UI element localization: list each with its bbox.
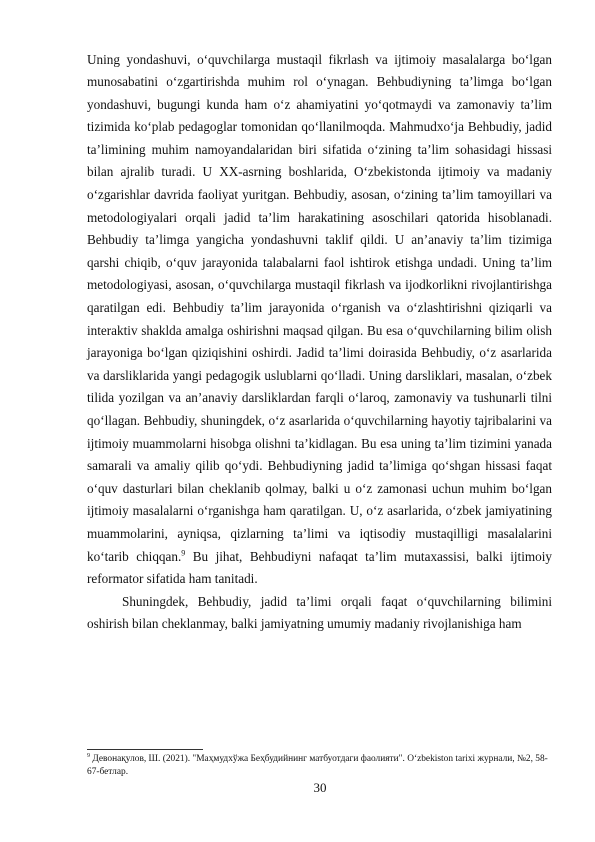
page-number: 30 — [313, 780, 327, 795]
paragraph-1-continuation: Bu jihat, Behbudiyni nafaqat ta’lim mutaxassisi, balki ijtimoiy reformator sifatida ham tanitadi. — [87, 548, 552, 587]
body-text — [87, 49, 552, 636]
footnote-text: Девонақулов, Ш. (2021). "Маҳмудхўжа Беҳбудийнинг матбуотдаги фаолияти". O‘zbekiston tarixi журнали, №2, 58-67-бетлар. — [87, 754, 548, 777]
footnote — [87, 753, 552, 779]
paragraph-1 — [87, 49, 552, 591]
paragraph-1-text: Uning yondashuvi, o‘quvchilarga mustaqil fikrlash va ijtimoiy masalalarga bo‘lgan munosabatini o‘zgartirishda muhim rol o‘ynagan. Behbudiyning ta’limga bo‘lgan yondashuvi, bugungi kunda ham o‘z ahamiyatini yo‘qotmaydi va zamonaviy ta’lim tizimida ko‘plab pedagoglar tomonidan qo‘llanilmoqda. Mahmudxo‘ja Behbudiy, jadid ta’limining muhim namoyandalaridan biri sifatida o‘zining ta’lim sohasidagi hissasi bilan ajralib turadi. U XX-asrning boshlarida, O‘zbekistonda ijtimoiy va madaniy o‘zgarishlar davrida faoliyat yuritgan. Behbudiy, asosan, o‘zining ta’lim tamoyillari va metodologiyalari orqali jadid ta’lim harakatining asoschilari qatorida hisoblanadi. Behbudiy ta’limga yangicha yondashuvni taklif qildi. U an’anaviy ta’lim tizimiga qarshi chiqib, o‘quv jarayonida talabalarni faol ishtirok etishga undadi. Uning ta’lim metodologiyasi, asosan, o‘quvchilarga mustaqil fikrlash va ijodkorlikni rivojlantirishga qaratilgan edi. Behbudiy ta’lim jarayonida o‘rganish va o‘zlashtirishni qiziqarli va interaktiv shaklda amalga oshirishni maqsad qilgan. Bu esa o‘quvchilarning bilim olish jarayoniga bo‘lgan qiziqishini oshirdi. Jadid ta’limi doirasida Behbudiy, o‘z asarlarida va darsliklarida yangi pedagogik uslublarni qo‘lladi. Uning darsliklari, masalan, o‘zbek tilida yozilgan va an’anaviy darsliklardan farqli o‘laroq, zamonaviy va tushunarli tilni qo‘llagan. Behbudiy, shuningdek, o‘z asarlarida o‘quvchilarning hayotiy tajribalarini va ijtimoiy muammolarni hisobga olishni ta’kidlagan. Bu esa uning ta’lim tizimini yanada samarali va amaliy qilib qo‘ydi. Behbudiyning jadid ta’limiga qo‘shgan hissasi faqat o‘quv dasturlari bilan cheklanib qolmay, balki u o‘z zamonasi uchun muhim bo‘lgan ijtimoiy masalalarni o‘rganishga ham qaratilgan. U, o‘z asarlarida, o‘zbek jamiyatining muammolarini, ayniqsa, qizlarning ta’limi va iqtisodiy mustaqilligi masalalarini ko‘tarib chiqqan. — [87, 51, 552, 564]
footnote-marker: 9 — [87, 752, 90, 759]
footnote-reference: 9 — [181, 548, 186, 558]
footnote-separator — [87, 749, 203, 750]
paragraph-2: Shuningdek, Behbudiy, jadid ta’limi orqali faqat o‘quvchilarning bilimini oshirish bilan cheklanmay, balki jamiyatning umumiy madaniy rivojlanishiga ham — [87, 593, 552, 632]
